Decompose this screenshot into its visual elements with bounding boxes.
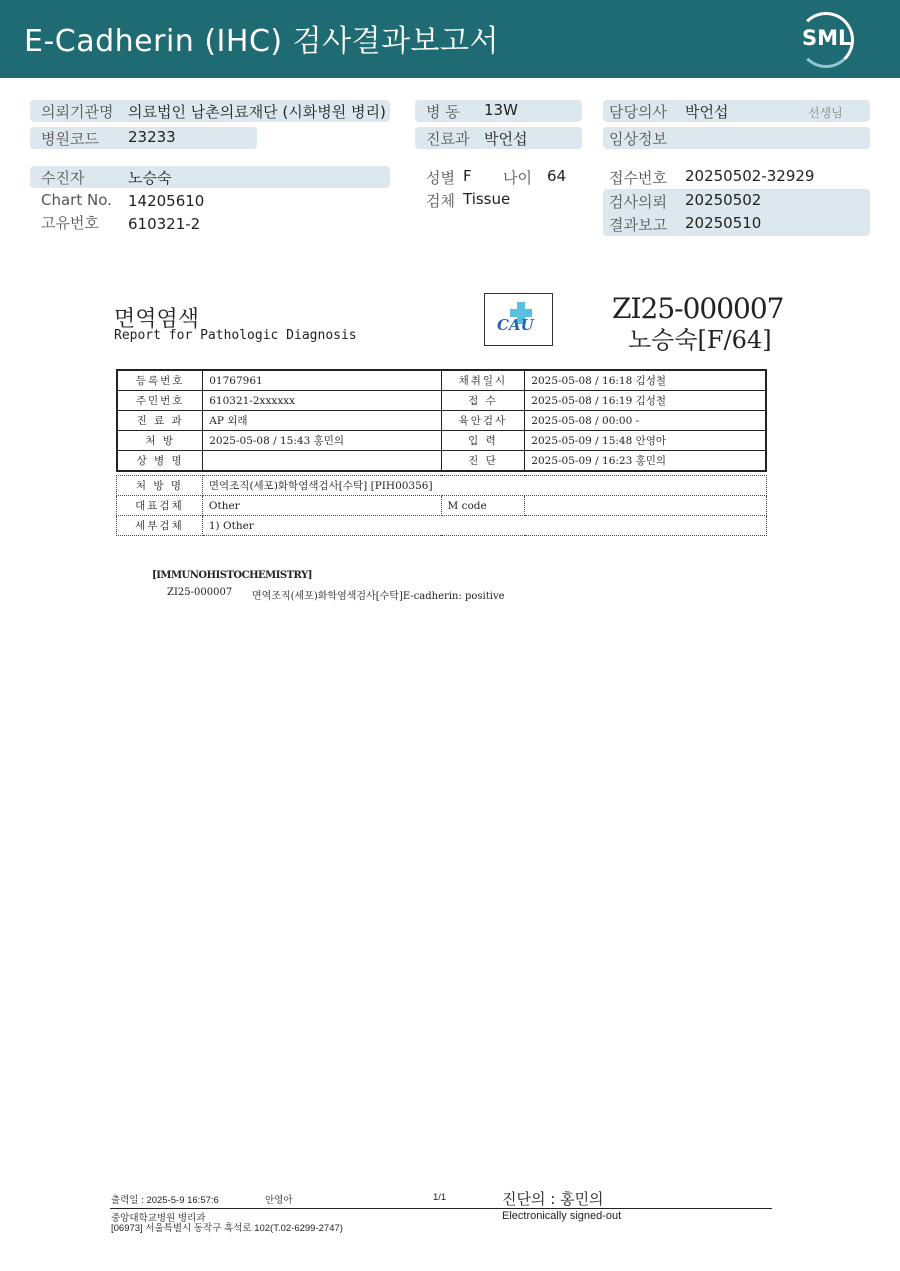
ward-value: 13W (484, 101, 518, 119)
sex-value: F (463, 167, 472, 185)
uid-value: 610321-2 (128, 215, 201, 233)
table-row: 세부검체 1) Other (117, 516, 767, 536)
age-value: 64 (547, 167, 567, 185)
print-date: 출력일 : 2025-5-9 16:57:6 (111, 1195, 219, 1206)
ward-label: 병 동 (426, 103, 460, 121)
table-row: 진 료 과 AP 외래 육안검사 2025-05-08 / 00:00 - (117, 411, 766, 431)
uid-label: 고유번호 (41, 214, 99, 232)
footer-org: 중앙대학교병원 병리과 (111, 1213, 206, 1224)
report-header (0, 0, 900, 78)
prescription-table (116, 475, 767, 536)
footer-divider (110, 1208, 772, 1209)
patient-label: 수진자 (41, 169, 85, 187)
ihc-heading: [IMMUNOHISTOCHEMISTRY] (152, 570, 312, 581)
ihc-result: 면역조직(세포)화학염색검사[수탁]E-cadherin: positive (252, 591, 505, 602)
hospital-code-value: 23233 (128, 128, 176, 146)
page-title: E-Cadherin (IHC) 검사결과보고서 (24, 24, 500, 59)
doctor-value: 박언섭 (685, 103, 729, 121)
age-label: 나이 (503, 169, 532, 187)
patient-tag: 노승숙[F/64] (628, 326, 772, 354)
esign-status: Electronically signed-out (502, 1210, 622, 1222)
chart-label: Chart No. (41, 191, 112, 209)
table-row: 상 병 명 진 단 2025-05-09 / 16:23 홍민의 (117, 451, 766, 472)
printer-name: 안영아 (265, 1195, 293, 1206)
result-value: 20250510 (685, 214, 762, 232)
specimen-label: 검체 (426, 192, 455, 210)
table-row: 대표검체 Other M code (117, 496, 767, 516)
cau-logo: CAU (484, 293, 553, 346)
request-label: 검사의뢰 (609, 193, 667, 211)
table-row: 등록번호 01767961 채취일시 2025-05-08 / 16:18 김성철 (117, 370, 766, 391)
table-row: 주민번호 610321-2xxxxxx 접 수 2025-05-08 / 16:19 김성철 (117, 391, 766, 411)
ihc-case-id: ZI25-000007 (167, 587, 233, 598)
doctor-label: 담당의사 (609, 103, 667, 121)
case-id: ZI25-000007 (612, 292, 784, 325)
patient-value: 노승숙 (128, 169, 172, 187)
receipt-value: 20250502-32929 (685, 167, 815, 185)
page-number: 1/1 (433, 1192, 447, 1203)
sml-logo: SML (798, 12, 854, 66)
table-row: 처 방 명 면역조직(세포)화학염색검사[수탁] [PIH00356] (117, 476, 767, 496)
clinical-label: 임상정보 (609, 130, 667, 148)
request-value: 20250502 (685, 191, 762, 209)
receipt-label: 접수번호 (609, 169, 667, 187)
diagnosis-doctor: 진단의 : 홍민의 (502, 1190, 604, 1208)
chart-value: 14205610 (128, 192, 205, 210)
dept-label: 진료과 (426, 130, 470, 148)
table-row: 처 방 2025-05-08 / 15:43 홍민의 입 력 2025-05-09 / 15:48 안영아 (117, 431, 766, 451)
footer-address: [06973] 서울특별시 동작구 흑석로 102(T.02-6299-2747) (111, 1223, 343, 1234)
report-subtitle: Report for Pathologic Diagnosis (114, 328, 357, 343)
report-info-table (116, 369, 767, 472)
institution-value: 의료법인 남촌의료재단 (시화병원 병리) (128, 103, 386, 121)
report-title: 면역염색 (114, 307, 200, 332)
dept-value: 박언섭 (484, 130, 528, 148)
result-label: 결과보고 (609, 216, 667, 234)
doctor-suffix: 선생님 (808, 106, 843, 120)
specimen-value: Tissue (463, 190, 511, 208)
hospital-code-label: 병원코드 (41, 130, 99, 148)
sex-label: 성별 (426, 169, 455, 187)
institution-label: 의뢰기관명 (41, 103, 114, 121)
